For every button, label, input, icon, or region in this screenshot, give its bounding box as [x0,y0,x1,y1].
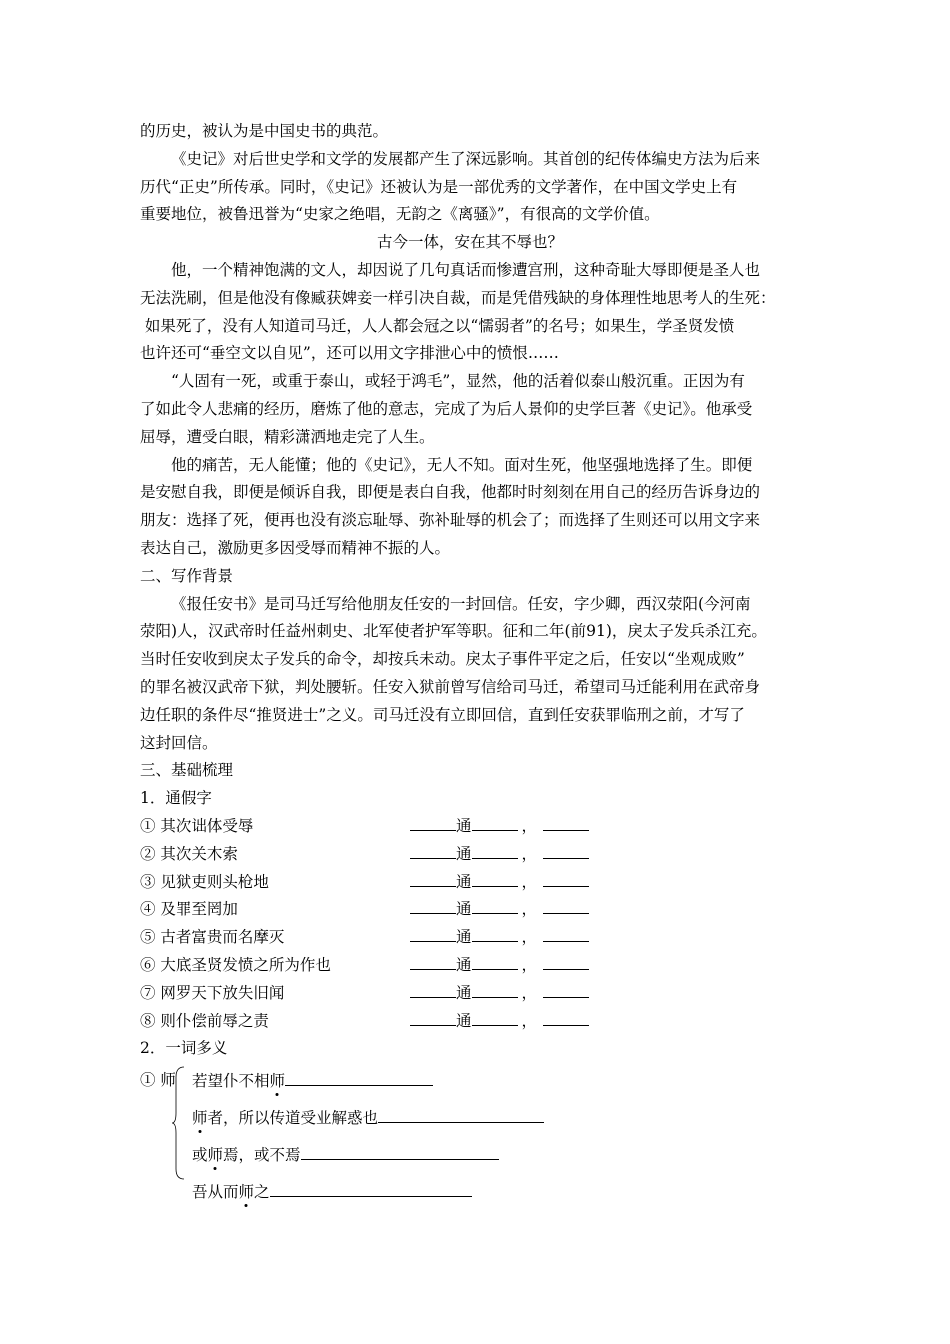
sentence-text: 之 [254,1183,270,1202]
tongjia-answer-blanks [410,980,589,1008]
polysemy-block [140,1063,800,1211]
emphasized-char: 师 [238,1183,255,1202]
intro-line: 《史记》对后世史学和文学的发展都产生了深远影响。其首创的纪传体编史方法为后来 [171,149,761,168]
tongjia-comma: ， [521,900,538,919]
answer-blank[interactable] [472,896,518,914]
tongjia-comma: ， [521,1011,538,1030]
tongjia-connector: 通 [456,844,472,863]
paragraph-line: 他，一个精神饱满的文人，却因说了几句真话而惨遭宫刑，这种奇耻大辱即便是圣人也 [171,260,761,279]
tongjia-sentence: ② 其次关木索 [140,844,238,863]
polysemy-sentence-row [140,1174,800,1211]
tongjia-connector: 通 [456,872,472,891]
intro-line: 重要地位，被鲁迅誉为“史家之绝唱，无韵之《离骚》”，有很高的文学价值。 [140,205,660,224]
emphasized-char: 师 [207,1146,224,1165]
tongjia-row [140,1008,800,1036]
polysemy-sentence [192,1174,472,1211]
polysemy-sentence-row [140,1137,800,1174]
tongjia-row [140,813,800,841]
tongjia-answer-blanks [410,869,589,897]
answer-blank[interactable] [410,841,456,859]
tongjia-comma: ， [521,955,538,974]
answer-blank[interactable] [410,1008,456,1026]
answer-blank[interactable] [472,1008,518,1026]
intro-line: 的历史，被认为是中国史书的典范。 [140,122,389,140]
answer-blank[interactable] [543,1008,589,1026]
sentence-text: 吾从而 [192,1183,239,1202]
answer-blank[interactable] [472,813,518,831]
tongjia-sentence: ④ 及罪至罔加 [140,900,238,919]
answer-blank[interactable] [543,813,589,831]
tongjia-sentence: ⑧ 则仆偿前辱之责 [140,1011,269,1030]
tongjia-comma: ， [521,928,538,947]
answer-blank[interactable] [543,952,589,970]
paragraph-line: 如果死了，没有人知道司马迁，人人都会冠之以“懦弱者”的名号；如果生，学圣贤发愤 [140,316,735,335]
answer-blank[interactable] [378,1105,544,1123]
paragraph-line: 朋友：选择了死，便再也没有淡忘耻辱、弥补耻辱的机会了；而选择了生则还可以用文字来 [140,511,761,530]
answer-blank[interactable] [410,813,456,831]
emphasized-char: 师 [269,1072,286,1091]
answer-blank[interactable] [285,1068,433,1086]
tongjia-comma: ， [521,844,538,863]
tongjia-connector: 通 [456,928,472,947]
sentence-text: 焉，或不焉 [223,1146,301,1165]
answer-blank[interactable] [543,896,589,914]
paragraph-line: 屈辱，遭受白眼，精彩潇洒地走完了人生。 [140,427,435,446]
tongjia-connector: 通 [456,983,472,1002]
tongjia-connector: 通 [456,1011,472,1030]
answer-blank[interactable] [543,841,589,859]
polysemy-sentence-row [140,1063,800,1100]
paragraph-line: 的罪名被汉武帝下狱，判处腰斩。任安入狱前曾写信给司马迁，希望司马迁能利用在武帝身 [140,677,761,696]
polysemy-sentence-row [140,1100,800,1137]
tongjia-sentence: ⑥ 大底圣贤发愤之所为作也 [140,955,331,974]
section-title: 二、写作背景 [140,566,234,585]
tongjia-list [140,813,800,1035]
tongjia-row [140,980,800,1008]
polysemy-sentence [192,1100,544,1137]
answer-blank[interactable] [410,869,456,887]
answer-blank[interactable] [472,869,518,887]
tongjia-comma: ， [521,816,538,835]
polysemy-label: ① 师 [140,1071,176,1090]
paragraph-line: 表达自己，激励更多因受辱而精神不振的人。 [140,538,451,557]
polysemy-sentence [192,1063,433,1100]
sentence-text: 若望仆不相 [192,1072,270,1091]
tongjia-sentence: ① 其次诎体受辱 [140,816,254,835]
intro-line: 历代“正史”所传承。同时，《史记》还被认为是一部优秀的文学著作，在中国文学史上有 [140,177,738,196]
essay-heading: 古今一体，安在其不辱也？ [376,233,563,252]
emphasized-char: 师 [192,1109,208,1128]
subsection-title: 1．通假字 [140,789,212,808]
answer-blank[interactable] [472,980,518,998]
answer-blank[interactable] [472,952,518,970]
answer-blank[interactable] [410,924,456,942]
paragraph-line: 也许还可“垂空文以自见”，还可以用文字排泄心中的愤恨…… [140,344,559,363]
section-title: 三、基础梳理 [140,761,234,780]
paragraph-line: 无法洗刷，但是他没有像臧获婢妾一样引决自裁，而是凭借残缺的身体理性地思考人的生死： [140,288,776,307]
tongjia-row [140,924,800,952]
tongjia-row [140,841,800,869]
paragraph-line: 这封回信。 [140,733,218,752]
paragraph-line: 他的痛苦，无人能懂；他的《史记》，无人不知。面对生死，他坚强地选择了生。即便 [171,455,753,474]
paragraph-line: 边任职的条件尽“推贤进士”之义。司马迁没有立即回信，直到任安获罪临刑之前，才写了 [140,705,745,724]
tongjia-answer-blanks [410,924,589,952]
tongjia-connector: 通 [456,955,472,974]
tongjia-connector: 通 [456,900,472,919]
answer-blank[interactable] [301,1142,499,1160]
paragraph-line: 是安慰自我，即便是倾诉自我，即便是表白自我，他都时时刻刻在用自己的经历告诉身边的 [140,483,761,502]
tongjia-sentence: ③ 见狱吏则头枪地 [140,872,269,891]
sentence-text: 或 [192,1146,208,1165]
tongjia-row [140,896,800,924]
paragraph-line: 《报任安书》是司马迁写给他朋友任安的一封回信。任安，字少卿，西汉荥阳(今河南 [171,594,751,613]
paragraph-line: 荥阳)人，汉武帝时任益州刺史、北军使者护军等职。征和二年(前91)，戾太子发兵杀江充。 [140,622,767,641]
tongjia-sentence: ⑦ 网罗天下放失旧闻 [140,983,285,1002]
paragraph-line: “人固有一死，或重于泰山，或轻于鸿毛”，显然，他的活着似泰山般沉重。正因为有 [171,372,745,391]
answer-blank[interactable] [410,980,456,998]
tongjia-sentence: ⑤ 古者富贵而名摩灭 [140,928,285,947]
answer-blank[interactable] [472,924,518,942]
sentence-text: 者，所以传道受业解惑也 [207,1109,379,1128]
answer-blank[interactable] [543,980,589,998]
tongjia-answer-blanks [410,952,589,980]
tongjia-comma: ， [521,872,538,891]
tongjia-connector: 通 [456,816,472,835]
tongjia-row [140,952,800,980]
paragraph-line: 了如此令人悲痛的经历，磨炼了他的意志，完成了为后人景仰的史学巨著《史记》。他承受 [140,399,753,418]
answer-blank[interactable] [410,896,456,914]
tongjia-row [140,869,800,897]
tongjia-answer-blanks [410,896,589,924]
paragraph-line: 当时任安收到戾太子发兵的命令，却按兵未动。戾太子事件平定之后，任安以“坐观成败” [140,650,745,669]
subsection-title: 2．一词多义 [140,1039,228,1058]
document-page [140,118,800,1211]
answer-blank[interactable] [270,1179,472,1197]
tongjia-comma: ， [521,983,538,1002]
answer-blank[interactable] [543,924,589,942]
tongjia-answer-blanks [410,1008,589,1036]
polysemy-sentence [192,1137,499,1174]
answer-blank[interactable] [543,869,589,887]
answer-blank[interactable] [410,952,456,970]
tongjia-answer-blanks [410,813,589,841]
tongjia-answer-blanks [410,841,589,869]
answer-blank[interactable] [472,841,518,859]
